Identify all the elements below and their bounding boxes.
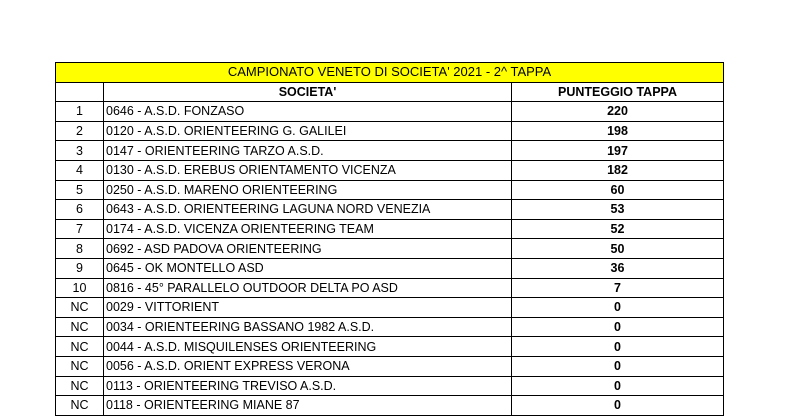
points-cell: 36	[512, 258, 724, 278]
team-cell: 0029 - VITTORIENT	[104, 298, 512, 318]
position-cell: NC	[56, 356, 104, 376]
points-cell: 52	[512, 219, 724, 239]
position-cell: NC	[56, 396, 104, 416]
header-position	[56, 82, 104, 102]
team-cell: 0147 - ORIENTEERING TARZO A.S.D.	[104, 141, 512, 161]
position-cell: 9	[56, 258, 104, 278]
position-cell: 7	[56, 219, 104, 239]
table-title: CAMPIONATO VENETO DI SOCIETA' 2021 - 2^ TAPPA	[56, 63, 724, 83]
title-row	[56, 63, 724, 83]
points-cell: 182	[512, 160, 724, 180]
position-cell: 3	[56, 141, 104, 161]
header-team: SOCIETA'	[104, 82, 512, 102]
team-cell: 0034 - ORIENTEERING BASSANO 1982 A.S.D.	[104, 317, 512, 337]
position-cell: 5	[56, 180, 104, 200]
table-row	[56, 200, 724, 220]
position-cell: 4	[56, 160, 104, 180]
table-row	[56, 298, 724, 318]
points-cell: 0	[512, 298, 724, 318]
team-cell: 0816 - 45° PARALLELO OUTDOOR DELTA PO ASD	[104, 278, 512, 298]
table-row	[56, 337, 724, 357]
points-cell: 7	[512, 278, 724, 298]
standings-table-body	[56, 63, 724, 416]
table-row	[56, 376, 724, 396]
points-cell: 50	[512, 239, 724, 259]
table-row	[56, 317, 724, 337]
team-cell: 0118 - ORIENTEERING MIANE 87	[104, 396, 512, 416]
table-row	[56, 396, 724, 416]
standings-table	[55, 62, 724, 416]
points-cell: 0	[512, 376, 724, 396]
points-cell: 0	[512, 317, 724, 337]
points-cell: 0	[512, 337, 724, 357]
table-row	[56, 239, 724, 259]
table-row	[56, 141, 724, 161]
position-cell: 10	[56, 278, 104, 298]
team-cell: 0113 - ORIENTEERING TREVISO A.S.D.	[104, 376, 512, 396]
team-cell: 0120 - A.S.D. ORIENTEERING G. GALILEI	[104, 121, 512, 141]
position-cell: NC	[56, 337, 104, 357]
table-row	[56, 356, 724, 376]
points-cell: 198	[512, 121, 724, 141]
points-cell: 60	[512, 180, 724, 200]
points-cell: 0	[512, 356, 724, 376]
team-cell: 0692 - ASD PADOVA ORIENTEERING	[104, 239, 512, 259]
table-row	[56, 160, 724, 180]
header-row	[56, 82, 724, 102]
position-cell: 6	[56, 200, 104, 220]
position-cell: NC	[56, 317, 104, 337]
team-cell: 0174 - A.S.D. VICENZA ORIENTEERING TEAM	[104, 219, 512, 239]
team-cell: 0056 - A.S.D. ORIENT EXPRESS VERONA	[104, 356, 512, 376]
points-cell: 53	[512, 200, 724, 220]
table-row	[56, 121, 724, 141]
team-cell: 0643 - A.S.D. ORIENTEERING LAGUNA NORD VENEZIA	[104, 200, 512, 220]
position-cell: 1	[56, 102, 104, 122]
table-row	[56, 278, 724, 298]
table-row	[56, 102, 724, 122]
table-row	[56, 219, 724, 239]
team-cell: 0130 - A.S.D. EREBUS ORIENTAMENTO VICENZA	[104, 160, 512, 180]
header-points: PUNTEGGIO TAPPA	[512, 82, 724, 102]
team-cell: 0646 - A.S.D. FONZASO	[104, 102, 512, 122]
points-cell: 197	[512, 141, 724, 161]
table-row	[56, 180, 724, 200]
position-cell: 2	[56, 121, 104, 141]
points-cell: 0	[512, 396, 724, 416]
position-cell: NC	[56, 298, 104, 318]
table-row	[56, 258, 724, 278]
team-cell: 0044 - A.S.D. MISQUILENSES ORIENTEERING	[104, 337, 512, 357]
position-cell: NC	[56, 376, 104, 396]
points-cell: 220	[512, 102, 724, 122]
position-cell: 8	[56, 239, 104, 259]
team-cell: 0250 - A.S.D. MARENO ORIENTEERING	[104, 180, 512, 200]
team-cell: 0645 - OK MONTELLO ASD	[104, 258, 512, 278]
